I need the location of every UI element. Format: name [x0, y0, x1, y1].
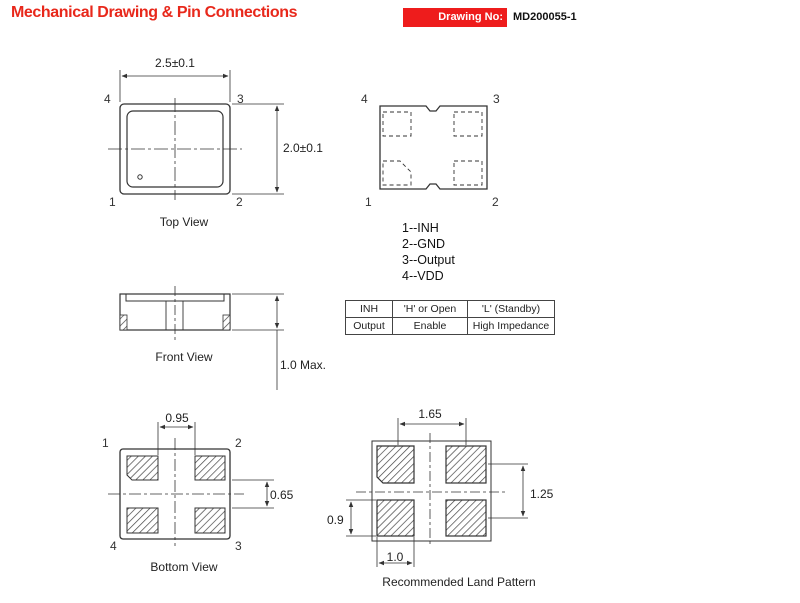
pin-function-4: 4--VDD [402, 269, 444, 283]
bottom-view [102, 411, 294, 574]
drawing-number: MD200055-1 [513, 11, 577, 23]
land-pattern-caption: Recommended Land Pattern [382, 575, 536, 589]
table-row [346, 318, 555, 335]
inh-truth-table [345, 300, 555, 335]
front-view-caption: Front View [155, 350, 213, 364]
bottom-pin-2: 2 [235, 436, 242, 450]
land-pitch-x-label: 1.65 [418, 407, 442, 421]
top-view-caption: Top View [159, 215, 209, 229]
bottom-pad-width-label: 0.95 [165, 411, 189, 425]
table-cell: Enable [393, 318, 468, 335]
pinout-pad-4 [383, 112, 411, 136]
bottom-pin-4: 4 [110, 539, 117, 553]
land-pad-1 [377, 446, 414, 483]
land-pad-height-label: 0.9 [327, 513, 344, 527]
pinout-pin-3: 3 [493, 92, 500, 106]
pinout-pin-2: 2 [492, 195, 499, 209]
bottom-pad-3 [195, 508, 225, 533]
table-cell: High Impedance [468, 318, 555, 335]
pinout-pad-2 [454, 161, 482, 185]
pin-function-3: 3--Output [402, 253, 455, 267]
page-title: Mechanical Drawing & Pin Connections [11, 4, 298, 21]
pin-function-1: 1--INH [402, 221, 439, 235]
land-pad-2 [446, 446, 486, 483]
pin1-marker-icon [138, 175, 142, 179]
table-cell: INH [346, 301, 393, 318]
land-pad-4 [377, 500, 414, 536]
bottom-pad-gap-label: 0.65 [270, 488, 294, 502]
front-terminal-left [120, 315, 127, 330]
bottom-pad-1 [127, 456, 158, 480]
front-view [120, 286, 326, 390]
bottom-pin-1: 1 [102, 436, 109, 450]
land-pitch-y-label: 1.25 [530, 487, 554, 501]
table-cell: Output [346, 318, 393, 335]
pin-function-2: 2--GND [402, 237, 446, 251]
front-height-label: 1.0 Max. [280, 358, 327, 372]
pin-function-list [402, 220, 455, 284]
land-pad-width-label: 1.0 [386, 550, 404, 564]
pinout-outline [380, 106, 487, 189]
top-pin-1: 1 [109, 195, 116, 209]
pinout-pin-1: 1 [365, 195, 372, 209]
top-pin-4: 4 [104, 92, 111, 106]
bottom-pad-4 [127, 508, 158, 533]
pinout-pin-4: 4 [361, 92, 368, 106]
pinout-view [361, 92, 500, 209]
table-row [346, 301, 555, 318]
land-pad-3 [446, 500, 486, 536]
top-view [104, 56, 323, 229]
pinout-pad-3 [454, 112, 482, 136]
pinout-pad-1 [383, 161, 411, 185]
top-width-label: 2.5±0.1 [155, 56, 195, 70]
bottom-pin-3: 3 [235, 539, 242, 553]
top-height-label: 2.0±0.1 [283, 141, 323, 155]
land-pattern [327, 407, 554, 589]
table-cell: 'H' or Open [393, 301, 468, 318]
bottom-view-caption: Bottom View [150, 560, 218, 574]
table-cell: 'L' (Standby) [468, 301, 555, 318]
drawing-no-label: Drawing No: [403, 8, 507, 27]
top-pin-3: 3 [237, 92, 244, 106]
bottom-pad-2 [195, 456, 225, 480]
top-pin-2: 2 [236, 195, 243, 209]
front-terminal-right [223, 315, 230, 330]
